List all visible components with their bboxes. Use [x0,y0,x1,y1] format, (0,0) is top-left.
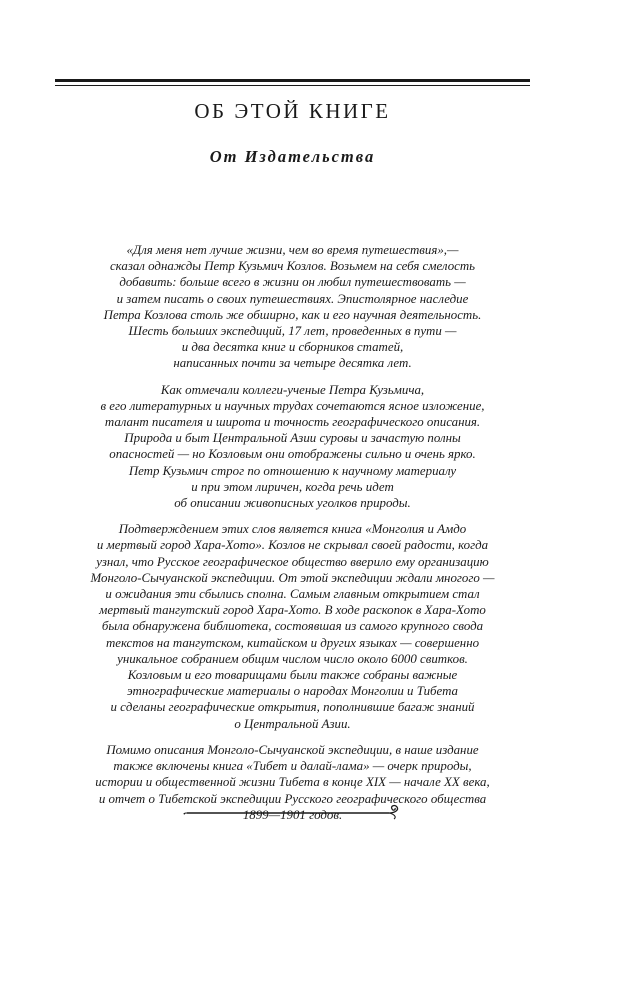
scroll-flourish-icon [183,802,403,822]
text-line: Шесть больших экспедиций, 17 лет, проведенных в пути — [128,324,457,339]
text-line: талант писателя и широта и точность географического описания. [104,415,481,430]
text-line: текстов на тангутском, китайском и других языках — совершенно [105,635,480,650]
text-line: опасностей — но Козловым они отображены сильно и очень ярко. [109,447,476,462]
text-line: и отчет о Тибетской экспедиции Русского географического общества [98,791,487,806]
text-line: сказал однажды Петр Кузьмич Козлов. Возьмем на себя смелость [109,259,476,274]
text-line: Как отмечали коллеги-ученые Петра Кузьмича, [160,382,425,397]
text-line: написанных почти за четыре десятка лет. [173,356,412,371]
section-subtitle: От Издательства [209,147,376,166]
text-line: «Для меня нет лучше жизни, чем во время путешествия»,— [126,243,459,257]
text-line: Петр Кузьмич строг по отношению к научному материалу [128,463,457,478]
section-title: ОБ ЭТОЙ КНИГЕ [194,99,391,123]
text-line: истории и общественной жизни Тибета в конце XIX — начале XX века, [95,775,490,790]
text-line: 1899—1901 годов. [242,807,343,822]
text-line: и затем писать о своих путешествиях. Эпистолярное наследие [116,291,469,306]
header-rule-thin [55,85,530,86]
header-rule-thick [55,79,530,82]
paragraph [55,382,530,512]
text-line: этнографические материалы о народах Монголии и Тибета [127,684,458,699]
text-line: Петра Козлова столь же обширно, как и его научная деятельность. [103,307,482,322]
paragraph [55,521,530,732]
text-line: и сделаны географические открытия, пополнившие багаж знаний [110,700,475,715]
text-line: мертвый тангутский город Хара-Хото. В ходе раскопок в Хара-Хото [99,603,486,618]
text-line: и ожидания эти сбылись сполна. Самым главным открытием стал [105,587,480,602]
text-line: уникальное собранием общим числом число около 6000 свитков. [117,651,468,666]
text-line: и мертвый город Хара-Хото». Козлов не скрывал своей радости, когда [96,538,489,553]
text-line: Козловым и его товарищами были также собраны важные [127,668,458,683]
text-line: Монголо-Сычуанской экспедиции. От этой экспедиции ждали многого — [90,570,495,585]
body-text [55,242,530,833]
text-line: и при этом лиричен, когда речь идет [191,479,394,494]
text-line: добавить: больше всего в жизни он любил путешествовать — [119,275,466,290]
text-line: узнал, что Русское географическое общество вверило ему организацию [96,554,489,569]
text-line: об описании живописных уголков природы. [174,496,411,511]
text-line: также включены книга «Тибет и далай-лама» — очерк природы, [113,759,472,774]
text-line: Подтверждением этих слов является книга «Монголия и Амдо [118,522,467,537]
text-line: и два десятка книг и сборников статей, [181,340,404,355]
text-line: Помимо описания Монголо-Сычуанской экспедиции, в наше издание [106,742,479,757]
text-line: Природа и быт Центральной Азии суровы и зачастую полны [124,431,461,446]
paragraph [55,242,530,372]
text-line: была обнаружена библиотека, состоявшая из самого крупного свода [101,619,484,634]
text-line: о Центральной Азии. [234,716,351,731]
text-line: в его литературных и научных трудах сочетаются ясное изложение, [100,398,485,413]
